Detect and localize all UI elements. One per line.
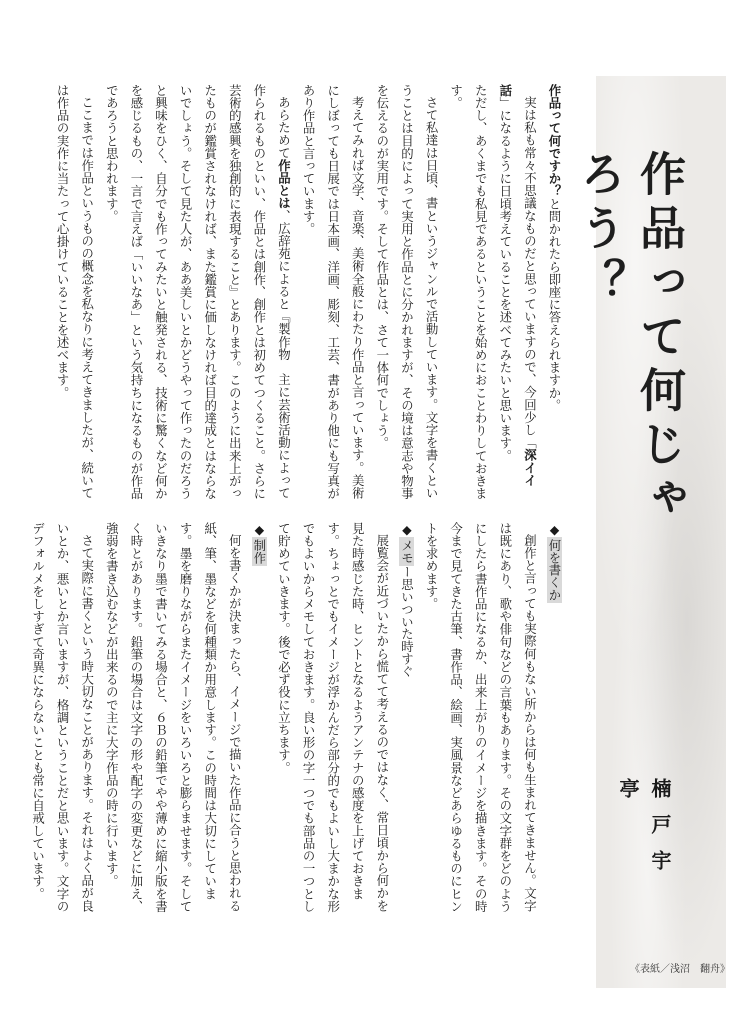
top-text-block: [55, 84, 566, 502]
heading-3-label: 制作: [251, 539, 267, 564]
paragraph-5: 考えてみれば文学、音楽、美術全般にわたり作品と言っています。美術にしぼっても日展では日本画、洋画、彫刻、工芸、書があり他にも写真があり作品と言っています。: [301, 84, 366, 500]
heading-2-label: メモ: [399, 539, 415, 564]
section-3-text-a: 何を書くかが決まったら、イメージで描いた作品に合うと思われる紙、筆、墨などを何種類か用意します。この時間は大切にしています。墨を磨りながらまたイメージをいろいろと膨らませます。そしていきなり墨で書いてみる場合と、６Ｂの鉛筆でやや薄めに縮小版を書く時とがあります。鉛筆の場合は文字の形や配字の変更などに加え、強弱を書き込むなどが出来るので主に大字作品の時に行います。: [104, 522, 243, 913]
heading-2-rest: ー思いついた時すぐ: [399, 565, 415, 678]
cover-caption: 《表紙／浅沼 翻舟》: [630, 964, 730, 975]
paragraph-7: ここまでは作品というものの概念を私なりに考えてきましたが、続いては作品の実作に当たって心掛けていることを述べます。: [55, 84, 95, 500]
paragraph-2-a: 実は私も常々不思議なものだと思っていますので、今回少し「: [522, 96, 538, 450]
paragraph-6-a: あらためて: [276, 96, 292, 160]
section-2-text: 展覧会が近づいたから慌てて考えるのではなく、常日頃から何かを見た時感じた時、ヒントとなるようアンテナの感度を上げておきます。ちょっとでもイメージが浮かんだら部分的でもよいし大まかな形でもよいからメモしておきます。良い形の字一つでも部品の一つとして貯めていきます。後で必ず役に立ちます。: [276, 522, 390, 913]
paragraph-2-b: 」になるように日頃考えていることを述べてみたいと思います。: [497, 96, 513, 463]
heading-1-label: 何を書くか: [547, 539, 562, 601]
paragraph-6: [99, 84, 296, 502]
section-1-text: 創作と言っても実際何もない所からは何も生まれてきません。文字は既にあり、歌や俳句などの言葉もあります。その文字群をどのようにしたら書作品になるか、出来上がりのイメージを描きます。その時今まで見てきた古筆、書作品、絵画、実風景などあらゆるものにヒントを求めます。: [424, 522, 538, 913]
paragraph-1: [541, 84, 566, 502]
paragraph-1-rest: と問かれたら即座に答えられますか。: [547, 197, 562, 412]
paragraph-1-bold: 作品って何ですか？: [547, 84, 562, 198]
paragraph-3: ただし、あくまでも私見であるということを始めにおことわりしておきます。: [448, 84, 489, 500]
paragraph-2: [492, 84, 541, 502]
bottom-text-block: [30, 522, 566, 922]
section-heading-memo: [394, 522, 419, 922]
section-heading-production: [246, 522, 271, 922]
diamond-bullet-icon: ◆: [251, 522, 267, 537]
article-title: 作品って何じゃろう？: [573, 150, 687, 528]
paragraph-4: さて私達は日頃、書というジャンルで活動しています。文字を書くということは目的によって実用と作品とに分かれますが、その境は意志や物事を伝えるのが実用です。そして作品とは、さて一体何でしょう。: [374, 84, 440, 500]
section-heading-what-to-write: [541, 522, 566, 922]
paragraph-6-b: 、広辞苑によると『製作物 主に芸術活動によって作られるものといい、作品とは創作、創作とは初めてつくること。さらに芸術的感興を独創的に表現すること』とあります。このように出来上がったものが鑑賞されなければ、また鑑賞に価しなければ目的達成とはならないでしょう。そして見た人が、ああ美しいとかどうやって作ったのだろうと興味をひく、自分でも作ってみたいと触発される、技術に驚くなど何かを感じるもの、一言で言えば「いいなあ」という気持ちになるものが作品であろうと思われます。: [104, 84, 292, 500]
paragraph-6-bold: 作品とは: [276, 159, 292, 210]
author-name: 楠戸宇亭: [616, 778, 672, 886]
diamond-bullet-icon: ◆: [547, 522, 562, 537]
paragraph-2-bold: 深イイ話: [497, 84, 538, 488]
section-3-text-b: さて実際に書くという時大切なことがあります。それはよく品が良いとか、悪いとか言いますが、格調ということだと思います。文字のデフォルメをしすぎて奇異にならないことも常に自戒しています。: [30, 522, 95, 913]
diamond-bullet-icon: ◆: [399, 522, 415, 537]
